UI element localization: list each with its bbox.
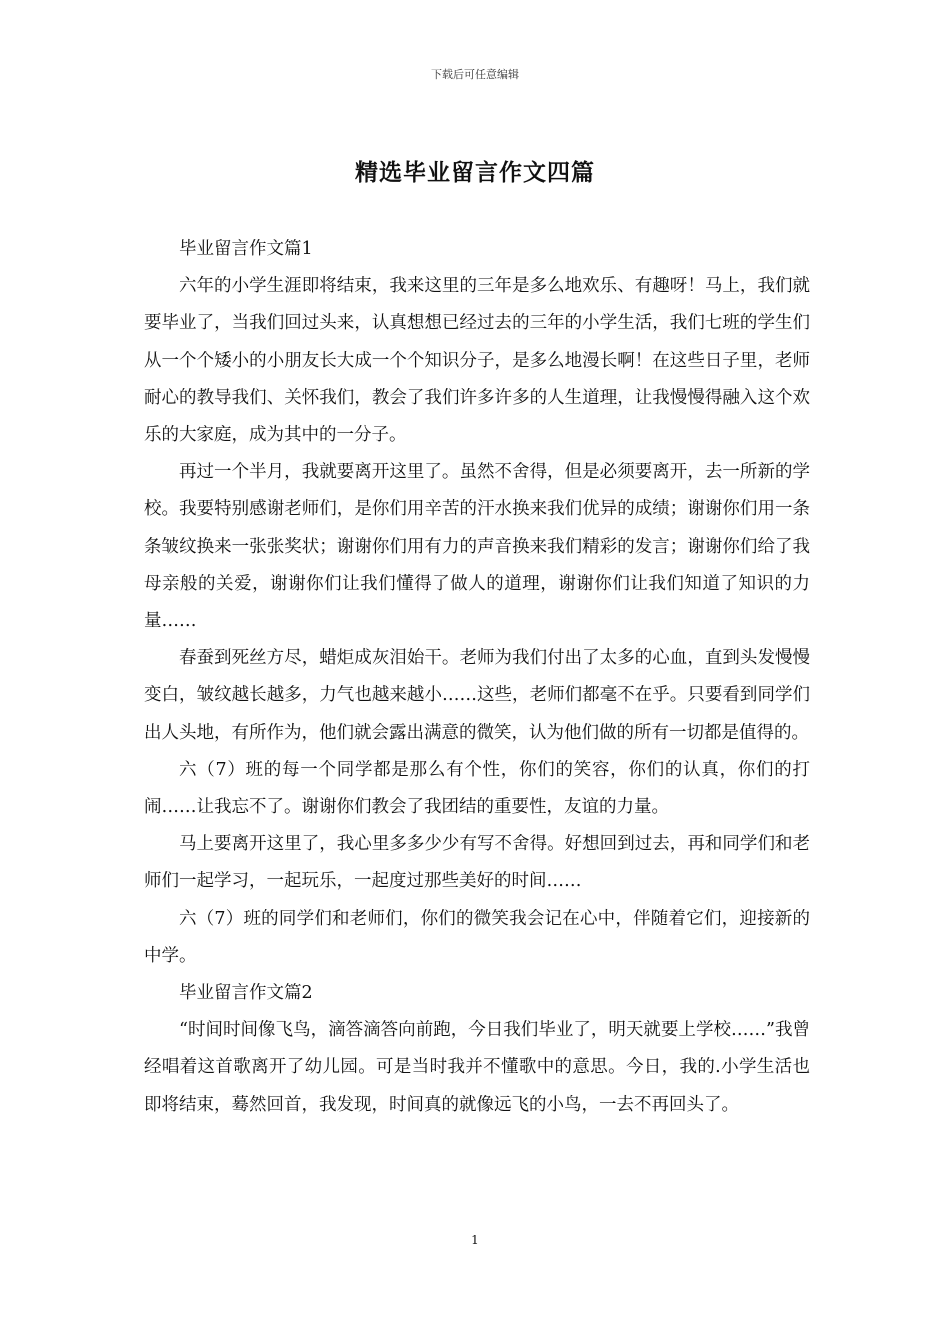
paragraph: 马上要离开这里了，我心里多多少少有写不舍得。好想回到过去，再和同学们和老师们一起学习，一起玩乐，一起度过那些美好的时间…… <box>144 834 810 892</box>
document-title: 精选毕业留言作文四篇 <box>355 159 595 186</box>
section-heading: 毕业留言作文篇1 <box>179 239 313 259</box>
paragraph: 再过一个半月，我就要离开这里了。虽然不舍得，但是必须要离开，去一所新的学校。我要特别感谢老师们，是你们用辛苦的汗水换来我们优异的成绩；谢谢你们用一条条皱纹换来一张张奖状；谢谢你们用有力的声音换来我们精彩的发言；谢谢你们给了我母亲般的关爱，谢谢你们让我们懂得了做人的道理，谢谢你们让我们知道了知识的力量…… <box>144 462 810 632</box>
paragraph: 春蚕到死丝方尽，蜡炬成灰泪始干。老师为我们付出了太多的心血，直到头发慢慢变白，皱纹越长越多，力气也越来越小……这些，老师们都毫不在乎。只要看到同学们出人头地，有所作为，他们就会露出满意的微笑，认为他们做的所有一切都是值得的。 <box>144 648 810 743</box>
document-body <box>144 231 810 1124</box>
page-number: 1 <box>471 1233 479 1247</box>
header-note: 下载后可任意编辑 <box>431 68 519 81</box>
section-heading: 毕业留言作文篇2 <box>179 983 313 1004</box>
paragraph: 六（7）班的同学们和老师们，你们的微笑我会记在心中，伴随着它们，迎接新的中学。 <box>144 908 810 966</box>
paragraph: 六年的小学生涯即将结束，我来这里的三年是多么地欢乐、有趣呀！马上，我们就要毕业了，当我们回过头来，认真想想已经过去的三年的小学生活，我们七班的学生们从一个个矮小的小朋友长大成一个个知识分子，是多么地漫长啊！在这些日子里，老师耐心的教导我们、关怀我们，教会了我们许多许多的人生道理，让我慢慢得融入这个欢乐的大家庭，成为其中的一分子。 <box>144 276 810 446</box>
paragraph: 六（7）班的每一个同学都是那么有个性，你们的笑容，你们的认真，你们的打闹……让我忘不了。谢谢你们教会了我团结的重要性，友谊的力量。 <box>144 759 810 818</box>
paragraph: “时间时间像飞鸟，滴答滴答向前跑，今日我们毕业了，明天就要上学校……”我曾经唱着这首歌离开了幼儿园。可是当时我并不懂歌中的意思。今日，我的.小学生活也即将结束，蓦然回首，我发现，时间真的就像远飞的小鸟，一去不再回头了。 <box>144 1020 810 1115</box>
